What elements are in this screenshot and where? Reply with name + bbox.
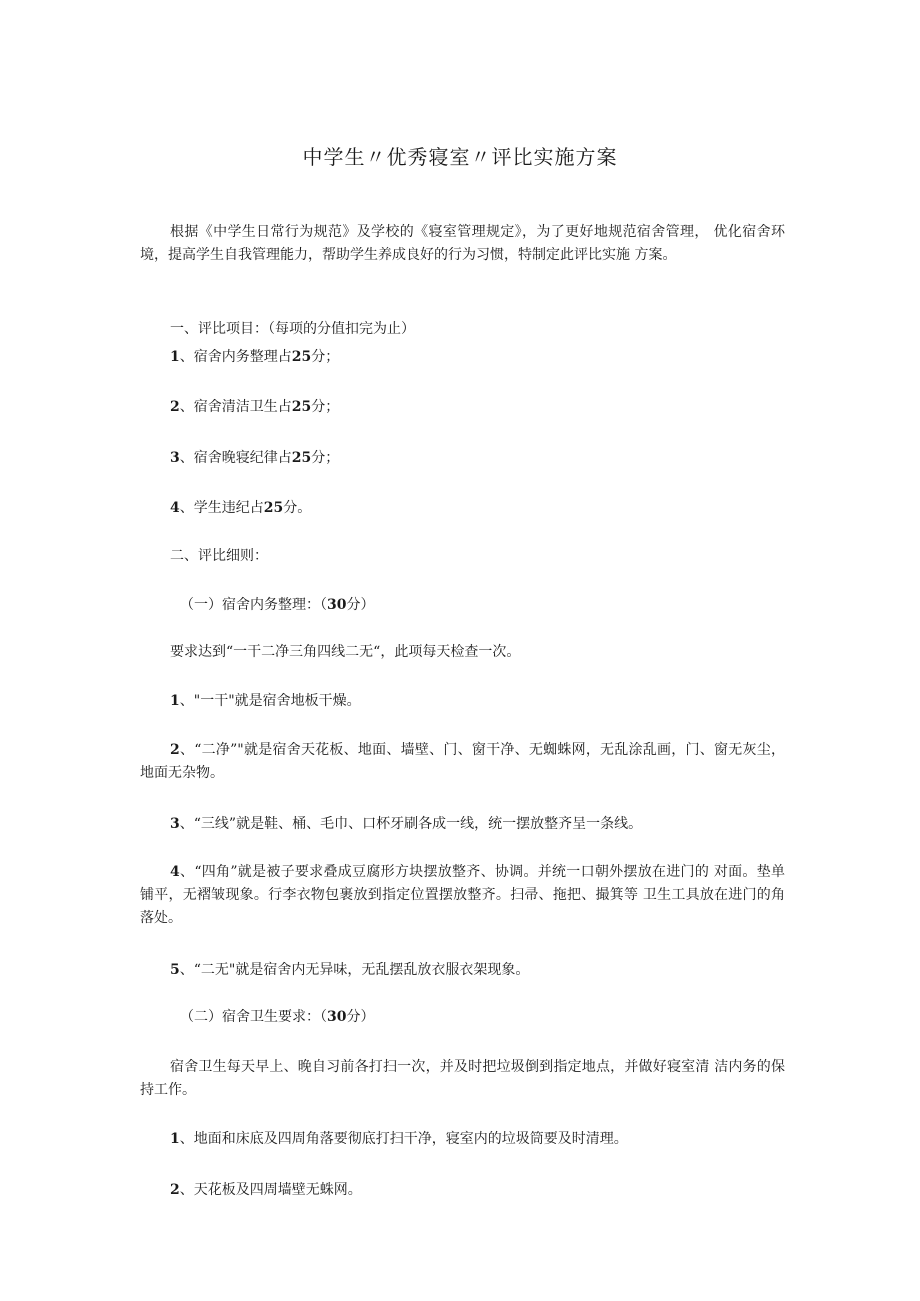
sub1-item-2 [140, 739, 785, 785]
document-title: 中学生〃优秀寝室〃评比实施方案 [302, 145, 618, 169]
sub1-item-3 [170, 813, 785, 836]
item-text: 、"一干"就是宿舍地板干燥。 [179, 693, 361, 709]
item-text: 、“三线”就是鞋、桶、毛巾、口杯牙刷各成一线，统一摆放整齐呈一条线。 [179, 816, 643, 832]
intro-paragraph: 根据《中学生日常行为规范》及学校的《寝室管理规定》，为了更好地规范宿舍管理， 优化宿舍环境，提高学生自我管理能力，帮助学生养成良好的行为习惯，特制定此评比实施 方案。 [140, 224, 785, 263]
sub1-item-4 [140, 861, 785, 930]
sub2-heading-score: 30 [327, 1009, 347, 1025]
sub2-requirement: 宿舍卫生每天早上、晚自习前各打扫一次，并及时把垃圾倒到指定地点，并做好寝室清 洁内务的保持工作。 [140, 1059, 785, 1098]
item-text: 、“二净”"就是宿舍天花板、地面、墙壁、门、窗干净、无蜘蛛网，无乱涂乱画，门、窗无灰尘，地面无杂物。 [140, 742, 785, 781]
item-number: 2 [170, 1182, 180, 1198]
sub1-item-1 [170, 690, 785, 713]
section1-item-2 [170, 396, 785, 419]
item-number: 5 [170, 962, 180, 978]
item-tail: 分； [311, 349, 340, 365]
item-number: 2 [170, 399, 180, 415]
sub2-heading-post: 分） [346, 1009, 375, 1025]
item-tail: 分； [311, 399, 340, 415]
item-score: 25 [291, 349, 312, 365]
sub1-requirement: 要求达到“一干二净三角四线二无“，此项每天检查一次。 [170, 644, 521, 660]
section2-heading: 二、评比细则： [170, 548, 268, 564]
item-text: 、地面和床底及四周角落要彻底打扫干净，寝室内的垃圾筒要及时清理。 [179, 1131, 628, 1147]
item-score: 25 [291, 399, 312, 415]
section1-item-4 [170, 497, 785, 520]
sub2-item-1 [170, 1128, 785, 1151]
sub2-item-2 [170, 1179, 785, 1202]
item-text: 、宿舍清洁卫生占 [179, 399, 292, 415]
item-text: 、天花板及四周墙壁无蛛网。 [179, 1182, 362, 1198]
item-number: 3 [170, 450, 180, 466]
item-number: 2 [170, 742, 180, 758]
item-text: 、宿舍内务整理占 [179, 349, 292, 365]
section1-item-3 [170, 447, 785, 470]
section1-heading: 一、评比项目：（每项的分值扣完为止） [170, 321, 415, 337]
item-tail: 分。 [283, 500, 312, 516]
section1-item-1 [170, 346, 785, 369]
item-tail: 分； [311, 450, 340, 466]
item-text: 、“四角”就是被子要求叠成豆腐形方块摆放整齐、协调。并统一口朝外摆放在进门的 对面。垫单铺平，无褶皱现象。行李衣物包裹放到指定位置摆放整齐。扫帚、拖把、撮箕等 卫生工具放在进门的角落处。 [140, 864, 785, 926]
item-number: 1 [170, 349, 180, 365]
item-number: 4 [170, 864, 180, 880]
sub1-heading-pre: （一）宿舍内务整理：（ [180, 597, 327, 613]
sub1-item-5 [170, 959, 785, 982]
item-text: 、“二无"就是宿舍内无异味，无乱摆乱放衣服衣架现象。 [179, 962, 530, 978]
sub1-heading-score: 30 [327, 597, 347, 613]
item-text: 、学生违纪占 [179, 500, 264, 516]
item-number: 3 [170, 816, 180, 832]
item-number: 1 [170, 1131, 180, 1147]
sub1-heading-post: 分） [346, 597, 375, 613]
item-number: 4 [170, 500, 180, 516]
item-text: 、宿舍晚寝纪律占 [179, 450, 292, 466]
sub2-heading-pre: （二）宿舍卫生要求：（ [180, 1009, 327, 1025]
item-score: 25 [291, 450, 312, 466]
item-score: 25 [263, 500, 284, 516]
sub1-heading [180, 594, 785, 617]
sub2-heading [180, 1006, 785, 1029]
item-number: 1 [170, 693, 180, 709]
